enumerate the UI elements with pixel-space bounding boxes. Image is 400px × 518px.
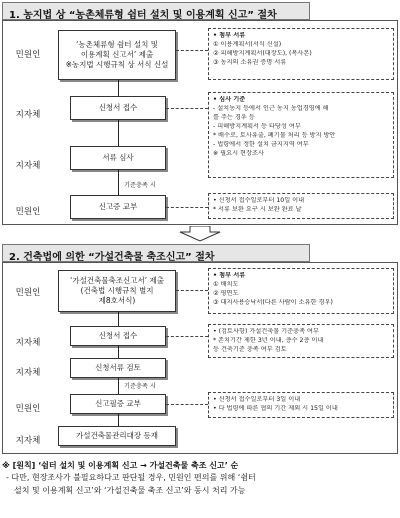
section2-note-deadline	[208, 392, 394, 418]
note-line: ※ 필요시 현장조사	[213, 149, 264, 157]
note-line: * 존치기간 제한 3년 이내, 층수 2층 이내	[213, 336, 324, 344]
note-connector	[166, 207, 208, 208]
step-text-line: 신청서 접수	[98, 330, 138, 340]
note-line: ① 배치도	[213, 280, 239, 288]
section2-title: 2. 건축법에 의한 “가설건축물 축조신고” 절차	[2, 244, 310, 262]
step-text-line: 신고증 교부	[98, 201, 138, 211]
note-line: • 심사 기준	[213, 96, 246, 103]
flow-arrow	[118, 312, 119, 326]
section2-actor-1: 민원인	[15, 288, 41, 298]
note-line: ② 피해방지계획서(대장도), (복사본)	[213, 49, 312, 57]
note-line: * 배수로, 토사유출, 폐기물 처리 등 방지 방안	[213, 131, 336, 139]
note-line: • 다 법령에 따른 협의 기간 제외 시 15일 이내	[213, 404, 338, 412]
section1-note-attachments	[208, 28, 394, 80]
step-text-line: (건축법 시행규칙 별지	[80, 285, 154, 295]
flow-arrow	[118, 346, 119, 358]
section2-note-attachments	[208, 268, 394, 314]
flow-arrow	[118, 120, 119, 146]
step-text-line: 제8호서식)	[98, 296, 136, 306]
note-line: - 피해방지계획서 등 타당성 여부	[213, 122, 301, 130]
section2-actor-4: 민원인	[15, 404, 41, 414]
step-text-line: ※농지법 시행규칙 상 서식 신설	[65, 60, 169, 70]
note-line: - 법령에서 정한 설치 금지지역 여부	[213, 140, 309, 148]
step-text-line: 신청서류 검토	[95, 362, 141, 372]
section2-step-issue	[70, 394, 166, 414]
footer-exception-cont: 설치 및 이용계획 신고’와 ‘가설건축물 축조 신고’와 동시 처리 가능	[14, 485, 246, 495]
note-line: 를 주는 경우 등	[213, 113, 255, 121]
section2-step-receive	[70, 326, 166, 346]
note-connector	[166, 336, 208, 337]
section2-note-review	[208, 324, 394, 358]
footer-notes	[2, 460, 398, 497]
note-line: ② 평면도	[213, 289, 239, 297]
section1-step-issue	[70, 195, 166, 219]
footer-principle: ※ [원칙] ‘쉼터 설치 및 이용계획 신고 → 가설건축물 축조 신고’ 순	[2, 461, 239, 470]
section2-actor-3: 지자체	[15, 368, 41, 378]
step-text-line: 신청서 접수	[98, 102, 138, 112]
note-line: * 서류 보완 요구 시 보완 완료 날	[213, 205, 302, 213]
note-connector	[166, 108, 208, 109]
section2-actor-2: 지자체	[15, 338, 41, 348]
flow-arrow	[118, 414, 119, 426]
note-connector	[166, 404, 208, 405]
arrow-condition-label: 기준충족 시	[124, 383, 156, 390]
section2-step-submit	[58, 270, 176, 312]
section2-step-register	[58, 426, 176, 446]
section2-step-review	[70, 358, 166, 378]
section1-step-receive	[70, 96, 166, 120]
section1-step-review	[70, 146, 166, 170]
step-text-line: 이용계획 신고서’ 제출	[80, 49, 154, 59]
flow-arrow	[118, 170, 119, 195]
note-line: ③ 농지의 소유권 증명 서류	[213, 58, 287, 66]
note-line: 등 건축기준 충족 여부 검토	[213, 345, 287, 353]
note-line: • 첨부 서류	[213, 272, 246, 279]
note-line: - 설치농지 등에서 인근 농지 농업경영에 해	[213, 104, 329, 112]
section2-actor-5: 지자체	[15, 436, 41, 446]
note-line: • (검토사항) 가설건축물 기준충족 여부	[213, 328, 320, 335]
section1-actor-4: 민원인	[15, 207, 41, 217]
note-line: ③ 대지사용승낙서(다른 사람이 소유한 경우)	[213, 298, 333, 306]
note-line: • 신청서 접수일로부터 3일 이내	[213, 396, 301, 403]
section1-note-deadline	[208, 193, 394, 219]
section1-step-submit	[58, 30, 176, 80]
step-text-line: ‘농촌체류형 쉼터 설치 및	[76, 39, 158, 49]
section1-actor-2: 지자체	[15, 110, 41, 120]
note-line: • 첨부 서류	[213, 32, 246, 39]
flow-arrow	[118, 378, 119, 394]
note-line: ① 이용계획서(서식 신설)	[213, 40, 282, 48]
note-connector	[176, 50, 208, 51]
note-line: • 신청서 접수일로부터 10일 이내	[213, 197, 305, 204]
step-text-line: 가설건축물관리대장 등재	[75, 430, 159, 440]
section1-actor-1: 민원인	[15, 50, 41, 60]
flow-arrow	[118, 80, 119, 96]
note-connector	[176, 290, 208, 291]
step-text-line: ‘가설건축물축조신고서’ 제출	[69, 275, 165, 285]
footer-exception: - 다만, 현장조사가 불필요하다고 판단될 경우, 민원인 편의를 위해 ‘쉼터	[6, 473, 256, 483]
arrow-condition-label: 기준충족 시	[124, 182, 156, 189]
step-text-line: 신고필증 교부	[95, 398, 141, 408]
section1-actor-3: 지자체	[15, 161, 41, 171]
down-arrow-icon	[178, 226, 222, 242]
section1-title: 1. 농지법 상 “농촌체류형 쉼터 설치 및 이용계획 신고” 절차	[2, 2, 310, 20]
step-text-line: 서류 심사	[102, 152, 134, 162]
section1-note-criteria	[208, 92, 394, 178]
